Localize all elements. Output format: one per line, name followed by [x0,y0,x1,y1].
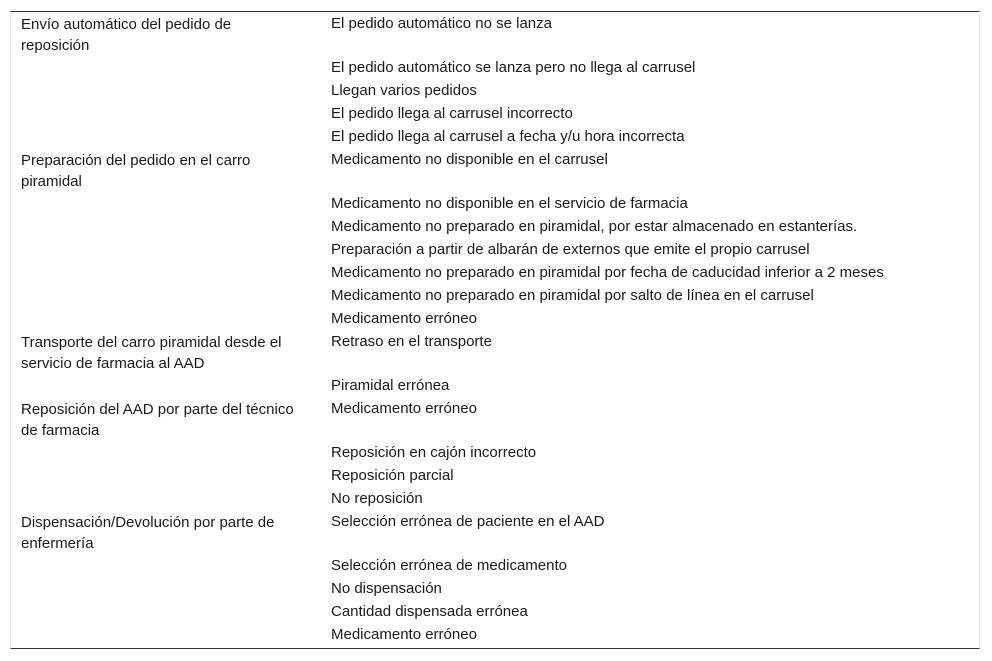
process-phase-cell: Transporte del carro piramidal desde el servicio de farmacia al AAD [21,334,282,372]
failure-modes-table [10,11,980,649]
table-row [11,397,979,510]
failure-mode-item: El pedido automático no se lanza [331,15,552,32]
failure-mode-item: El pedido llega al carrusel a fecha y/u hora incorrecta [331,128,685,145]
failure-modes-cell [321,330,979,397]
table-row [11,330,979,397]
process-phase-cell: Reposición del AAD por parte del técnico de farmacia [21,401,294,439]
failure-modes-cell [321,148,979,330]
failure-mode-item: Reposición en cajón incorrecto [331,444,537,461]
table-body [11,12,979,646]
failure-mode-item: Retraso en el transporte [331,333,492,350]
failure-mode-item: Preparación a partir de albarán de externos que emite el propio carrusel [331,241,810,258]
failure-mode-item: Medicamento erróneo [331,310,477,327]
process-phase-cell: Dispensación/Devolución por parte de enfermería [21,514,275,552]
failure-mode-item: Llegan varios pedidos [331,82,477,99]
failure-mode-item: Medicamento erróneo [331,626,477,643]
failure-mode-item: Selección errónea de medicamento [331,557,567,574]
failure-mode-item: El pedido automático se lanza pero no llega al carrusel [331,59,696,76]
failure-mode-item: Selección errónea de paciente en el AAD [331,513,605,530]
process-phase-cell: Envío automático del pedido de reposición [21,16,232,54]
failure-mode-item: Medicamento no preparado en piramidal, por estar almacenado en estanterías. [331,218,858,235]
failure-mode-item: Medicamento no preparado en piramidal por salto de línea en el carrusel [331,287,814,304]
failure-mode-item: No dispensación [331,580,442,597]
failure-modes-cell [321,12,979,148]
process-phase-cell: Preparación del pedido en el carro piramidal [21,152,251,190]
failure-mode-item: Reposición parcial [331,467,454,484]
failure-mode-item: No reposición [331,490,423,507]
table [11,12,979,646]
table-row [11,148,979,330]
failure-mode-item: Medicamento erróneo [331,400,477,417]
failure-mode-item: Medicamento no preparado en piramidal por fecha de caducidad inferior a 2 meses [331,264,884,281]
failure-mode-item: Medicamento no disponible en el carrusel [331,151,608,168]
failure-mode-item: Medicamento no disponible en el servicio de farmacia [331,195,688,212]
failure-mode-item: Piramidal errónea [331,377,450,394]
failure-modes-cell [321,397,979,510]
table-row [11,510,979,646]
failure-mode-item: El pedido llega al carrusel incorrecto [331,105,573,122]
failure-modes-cell [321,510,979,646]
failure-mode-item: Cantidad dispensada errónea [331,603,528,620]
table-row [11,12,979,148]
